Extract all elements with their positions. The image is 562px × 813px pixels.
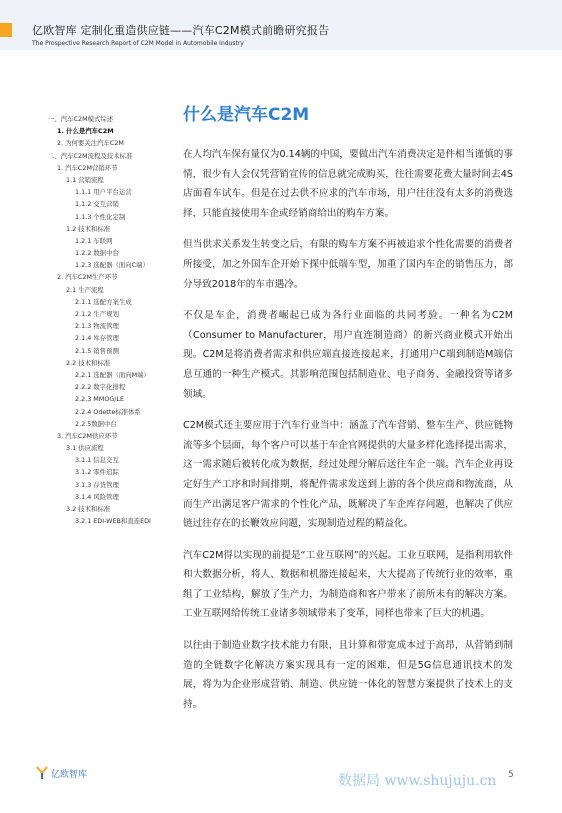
report-title: 亿欧智库 定制化重造供应链——汽车C2M模式前瞻研究报告 [32, 24, 330, 37]
toc-item[interactable]: 二、汽车C2M流程及技术标准 [48, 151, 133, 160]
toc-item[interactable]: 2. 汽车C2M生产环节 [57, 273, 118, 282]
report-subtitle: The Prospective Research Report of C2M Model in Automobile Industry [32, 40, 244, 47]
paragraph: 不仅是车企，消费者崛起已成为各行业面临的共同考验。一种名为C2M（Consumer to Manufacturer，用户直连制造商）的新兴商业模式开始出现。C2M是将消费者需求和供应端直接连接起来，打通用户C端到制造M端信息互通的一种生产模式。其影响范围包括制造业、电子商务、金融投资等诸多领域。 [183, 310, 513, 400]
watermark: 数据局 www.shujuju.cn [338, 773, 497, 789]
toc-item[interactable]: 3.1.2 零件追踪 [75, 468, 119, 477]
main-content [183, 103, 513, 726]
toc-item[interactable]: 2.1.2 生产规划 [75, 310, 119, 318]
toc-item[interactable]: 3. 汽车C2M供应环节 [57, 431, 118, 440]
toc-item[interactable]: 一、汽车C2M模式综述 [48, 115, 114, 123]
header-bar [0, 0, 562, 50]
toc-item[interactable]: 2.1.1 选配方案生成 [75, 297, 132, 306]
toc-item[interactable]: 1.2 技术和标准 [66, 224, 111, 233]
toc-item[interactable]: 3.1.3 存货管理 [75, 480, 119, 489]
toc-item[interactable]: 3.1.4 风险管理 [75, 492, 119, 501]
toc-item[interactable]: 2.1.5 销售预测 [75, 346, 119, 355]
toc-item[interactable]: 2.2.3 MMOG/LE [75, 395, 125, 404]
toc-item[interactable]: 2.2.5数据中台 [75, 419, 117, 428]
page-number: 5 [508, 770, 514, 780]
toc-item[interactable]: 2. 为何要关注汽车C2M [57, 139, 124, 148]
section-heading: 什么是汽车C2M [183, 105, 310, 125]
toc-item[interactable]: 1. 什么是汽车C2M [57, 127, 114, 136]
toc-item[interactable]: 1.1 营销流程 [66, 175, 104, 184]
toc-item[interactable]: 1.2.2 数据中台 [75, 249, 119, 258]
footer-logo [36, 766, 87, 780]
toc-item[interactable]: 1.1.1 用户平台运营 [75, 188, 132, 197]
header-accent-block [0, 23, 12, 37]
paragraph: 但当供求关系发生转变之后，有限的购车方案不再被追求个性化需要的消费者所接受，加之外国车企开始下探中低端车型，加重了国内车企的销售压力，部分导致2018年的车市遇冷。 [183, 239, 513, 290]
toc-item[interactable]: 2.2.2 数字化排程 [75, 383, 126, 392]
toc-item[interactable]: 2.2.1 选配器（面向M端） [75, 370, 150, 379]
toc-item[interactable]: 1.2.1 车联网 [75, 236, 113, 245]
toc-item[interactable]: 2.1.3 物流管理 [75, 322, 119, 331]
toc-item[interactable]: 3.2 技术和标准 [66, 505, 111, 513]
toc-item[interactable]: 3.1.1 信息交互 [75, 456, 119, 465]
toc-item[interactable]: 2.2.4 Odette标准体系 [75, 407, 141, 416]
toc-item[interactable]: 1.1.2 交互营销 [75, 200, 119, 209]
toc-item[interactable]: 2.1 生产流程 [66, 285, 104, 294]
toc-item[interactable]: 1.1.3 个性化定制 [75, 212, 126, 221]
toc-item[interactable]: 3.1 供应流程 [66, 444, 104, 453]
toc-item[interactable]: 3.2.1 EDI-WEB和直连EDI [75, 517, 151, 526]
footer-logo-text: 亿欧智库 [51, 769, 88, 780]
yiou-logo-icon [36, 766, 48, 780]
paragraph: 汽车C2M得以实现的前提是“工业互联网”的兴起。工业互联网，是指利用软件和大数据分析，将人、数据和机器连接起来，大大提高了传统行业的效率，重组了工业结构，解放了生产力，为制造商和客户带来了前所未有的解决方案。工业互联网给传统工业诸多领域带来了变革，同样也带来了巨大的机遇。 [183, 549, 513, 620]
toc-item[interactable]: 2.2 技术和标准 [66, 358, 111, 367]
toc-item[interactable]: 1.2.3 选配器（面向C端） [75, 261, 149, 270]
paragraph: C2M模式还主要应用于汽车行业当中：涵盖了汽车营销、整车生产、供应链物流等多个层面，每个客户可以基于车企官网提供的大量多样化选择提出需求，这一需求随后被转化成为数据，经过处理分解后送往车企一端。汽车企业再设定好生产工序和时间排期，将配件需求发送到上游的各个供应商和物流商，从而生产出满足客户需求的个性化产品，既解决了车企库存问题，也解决了供应链过往存在的长鞭效应问题，实现制造过程的精益化。 [183, 420, 513, 530]
toc-item[interactable]: 1. 汽车C2M营销环节 [57, 163, 118, 172]
paragraph: 以往由于制造业数字技术能力有限，且计算和带宽成本过于高昂，从营销到制造的全链数字化解决方案实现具有一定的困难，但是5G信息通讯技术的发展，将为为企业形成营销、制造、供应链一体化的智慧方案提供了技术上的支持。 [183, 640, 513, 710]
table-of-contents [48, 113, 180, 527]
paragraph: 在人均汽车保有量仅为0.14辆的中国，要做出汽车消费决定是件相当谨慎的事情，很少有人会仅凭营销宣传的信息就完成购买，往往需要花费大量时间去4S店面看车试车。但是在过去供不应求的汽车市场，用户往往没有太多的消费选择，只能直接使用车企或经销商给出的购车方案。 [183, 149, 513, 219]
toc-item[interactable]: 2.1.4 库存管理 [75, 334, 119, 343]
